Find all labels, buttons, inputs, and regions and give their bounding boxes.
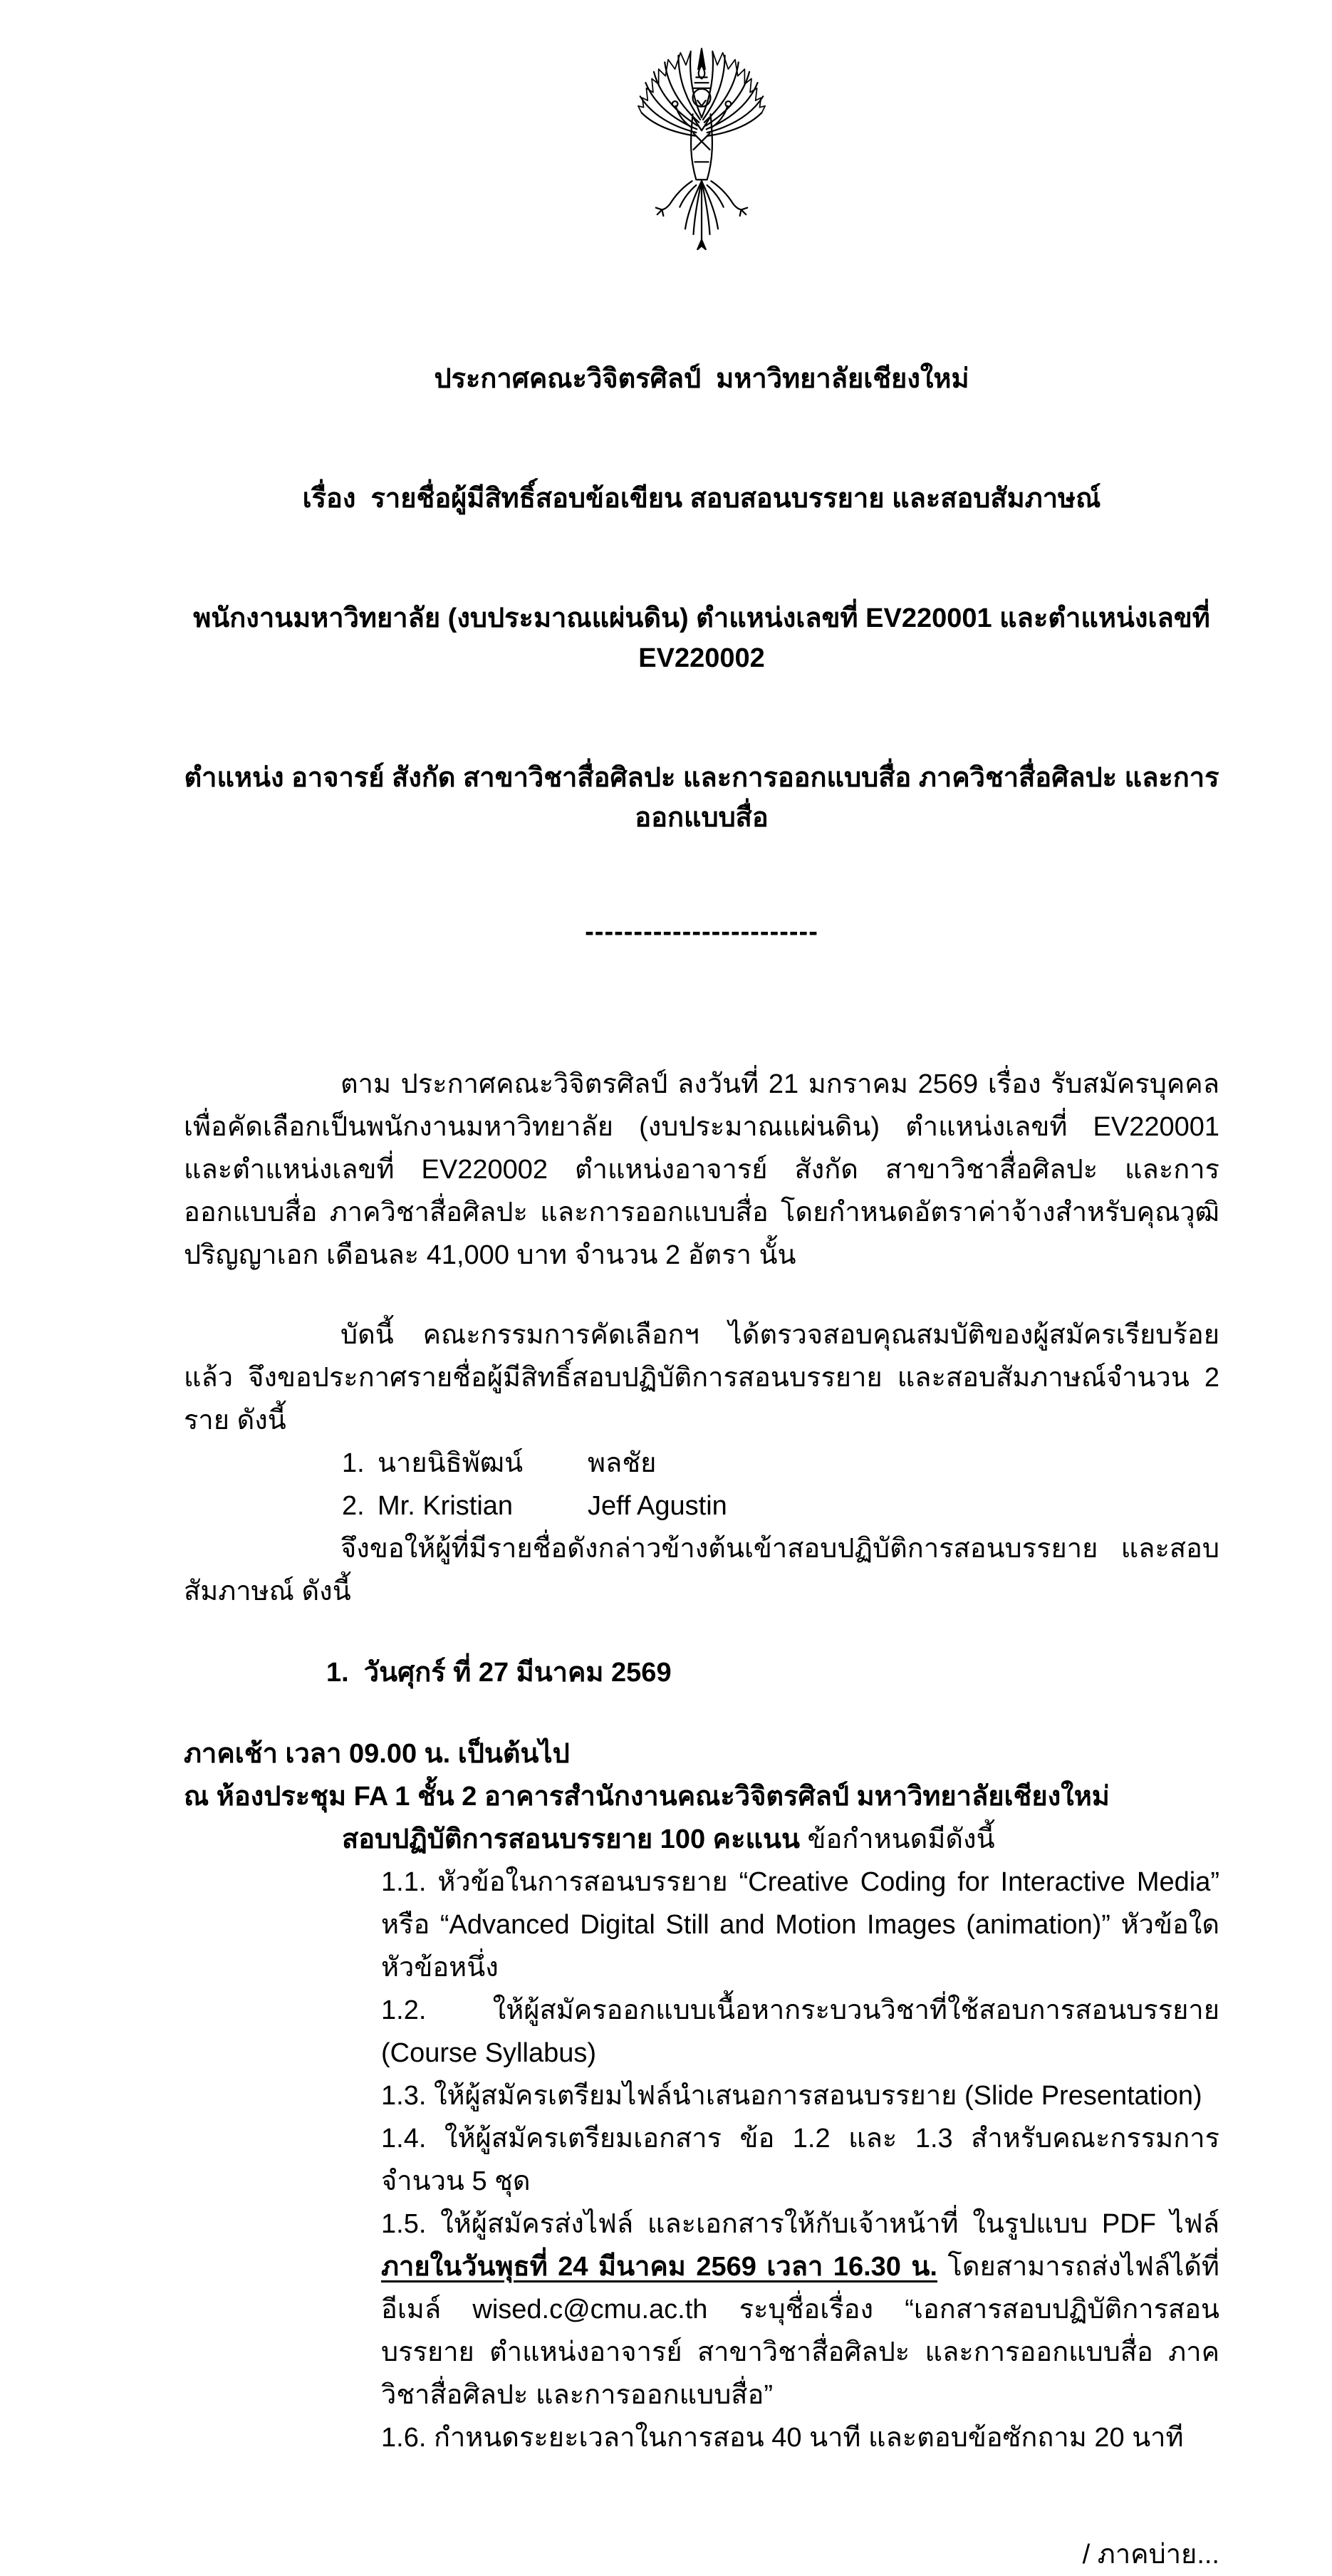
emblem-container — [184, 46, 1219, 269]
candidate-first-name: Mr. Kristian — [378, 1491, 514, 1521]
requirement-1-5-post: โดยสามารถส่งไฟล์ได้ที่ อีเมล์ wised.c@cmu.ac.th ระบุชื่อเรื่อง “เอกสารสอบปฏิบัติการสอนบรรยาย ตำแหน่งอาจารย์ สาขาวิชาสื่อศิลปะ และการออกแบบสื่อ ภาควิชาสื่อศิลปะ และการออกแบบสื่อ” — [381, 2252, 1219, 2410]
exam-score-bold: สอบปฏิบัติการสอนบรรยาย 100 คะแนน — [342, 1824, 800, 1854]
requirement-1-6: 1.6. กำหนดระยะเวลาในการสอน 40 นาที และตอบข้อซักถาม 20 นาที — [381, 2423, 1184, 2453]
deadline-underlined: ภายในวันพุธที่ 24 มีนาคม 2569 เวลา 16.30 น. — [381, 2252, 937, 2282]
garuda-emblem-icon — [620, 46, 784, 256]
candidate-last-name: Jeff Agustin — [588, 1491, 727, 1521]
page-continuation-note: / ภาคบ่าย... — [1082, 2540, 1219, 2570]
candidate-last-name: พลชัย — [588, 1448, 657, 1478]
candidate-row — [342, 1442, 1219, 1485]
requirement-1-2: 1.2. ให้ผู้สมัครออกแบบเนื้อหากระบวนวิชาที่ใช้สอบการสอนบรรยาย (Course Syllabus) — [381, 1995, 1219, 2068]
paragraph-instruction: จึงขอให้ผู้ที่มีรายชื่อดังกล่าวข้างต้นเข้าสอบปฏิบัติการสอนบรรยาย และสอบสัมภาษณ์ ดังนี้ — [184, 1534, 1219, 1606]
paragraph-reference: ตาม ประกาศคณะวิจิตรศิลป์ ลงวันที่ 21 มกราคม 2569 เรื่อง รับสมัครบุคคลเพื่อคัดเลือกเป็นพนักงานมหาวิทยาลัย (งบประมาณแผ่นดิน) ตำแหน่งเลขที่ EV220001 และตำแหน่งเลขที่ EV220002 ตำแหน่งอาจารย์ สังกัด สาขาวิชาสื่อศิลปะ และการออกแบบสื่อ ภาควิชาสื่อศิลปะ และการออกแบบสื่อ โดยกำหนดอัตราค่าจ้างสำหรับคุณวุฒิปริญญาเอก เดือนละ 41,000 บาท จำนวน 2 อัตรา นั้น — [184, 1069, 1219, 1270]
requirements-list — [381, 1861, 1219, 2459]
candidate-number: 2. — [342, 1491, 365, 1521]
requirement-1-1: 1.1. หัวข้อในการสอนบรรยาย “Creative Coding for Interactive Media” หรือ “Advanced Digital Still and Motion Images (animation)” หัวข้อใดหัวข้อหนึ่ง — [381, 1867, 1219, 1983]
dashed-divider: ------------------------ — [585, 917, 818, 947]
candidate-list — [342, 1442, 1219, 1527]
title-block — [184, 279, 1219, 1026]
candidate-number: 1. — [342, 1448, 365, 1478]
schedule-date-heading: 1. วันศุกร์ ที่ 27 มีนาคม 2569 — [326, 1658, 672, 1688]
requirement-1-5 — [381, 2203, 1219, 2416]
announcement-position-detail: ตำแหน่ง อาจารย์ สังกัด สาขาวิชาสื่อศิลปะ และการออกแบบสื่อ ภาควิชาสื่อศิลปะ และการออกแบบสื่อ — [184, 763, 1219, 833]
announcement-subject: เรื่อง รายชื่อผู้มีสิทธิ์สอบข้อเขียน สอบสอนบรรยาย และสอบสัมภาษณ์ — [302, 484, 1101, 514]
requirement-1-5-pre: 1.5. ให้ผู้สมัครส่งไฟล์ และเอกสารให้กับเจ้าหน้าที่ ในรูปแบบ PDF ไฟล์ — [381, 2209, 1219, 2239]
paragraph-result: บัดนี้ คณะกรรมการคัดเลือกฯ ได้ตรวจสอบคุณสมบัติของผู้สมัครเรียบร้อยแล้ว จึงขอประกาศรายชื่อผู้มีสิทธิ์สอบปฏิบัติการสอนบรรยาย และสอบสัมภาษณ์จำนวน 2 ราย ดังนี้ — [184, 1320, 1219, 1435]
candidate-first-name: นายนิธิพัฒน์ — [378, 1448, 524, 1478]
exam-score-rest: ข้อกำหนดมีดังนี้ — [799, 1824, 995, 1854]
session-location: ณ ห้องประชุม FA 1 ชั้น 2 อาคารสำนักงานคณะวิจิตรศิลป์ มหาวิทยาลัยเชียงใหม่ — [184, 1782, 1110, 1812]
candidate-row — [342, 1485, 1219, 1527]
announcement-title: ประกาศคณะวิจิตรศิลป์ มหาวิทยาลัยเชียงใหม่ — [434, 364, 969, 394]
requirement-1-3: 1.3. ให้ผู้สมัครเตรียมไฟล์นำเสนอการสอนบรรยาย (Slide Presentation) — [381, 2081, 1202, 2111]
requirement-1-4: 1.4. ให้ผู้สมัครเตรียมเอกสาร ข้อ 1.2 และ 1.3 สำหรับคณะกรรมการ จำนวน 5 ชุด — [381, 2124, 1219, 2196]
announcement-position-numbers: พนักงานมหาวิทยาลัย (งบประมาณแผ่นดิน) ตำแหน่งเลขที่ EV220001 และตำแหน่งเลขที่ EV220002 — [193, 603, 1218, 673]
exam-score-line — [342, 1818, 1219, 1861]
session-time: ภาคเช้า เวลา 09.00 น. เป็นต้นไป — [184, 1739, 570, 1769]
